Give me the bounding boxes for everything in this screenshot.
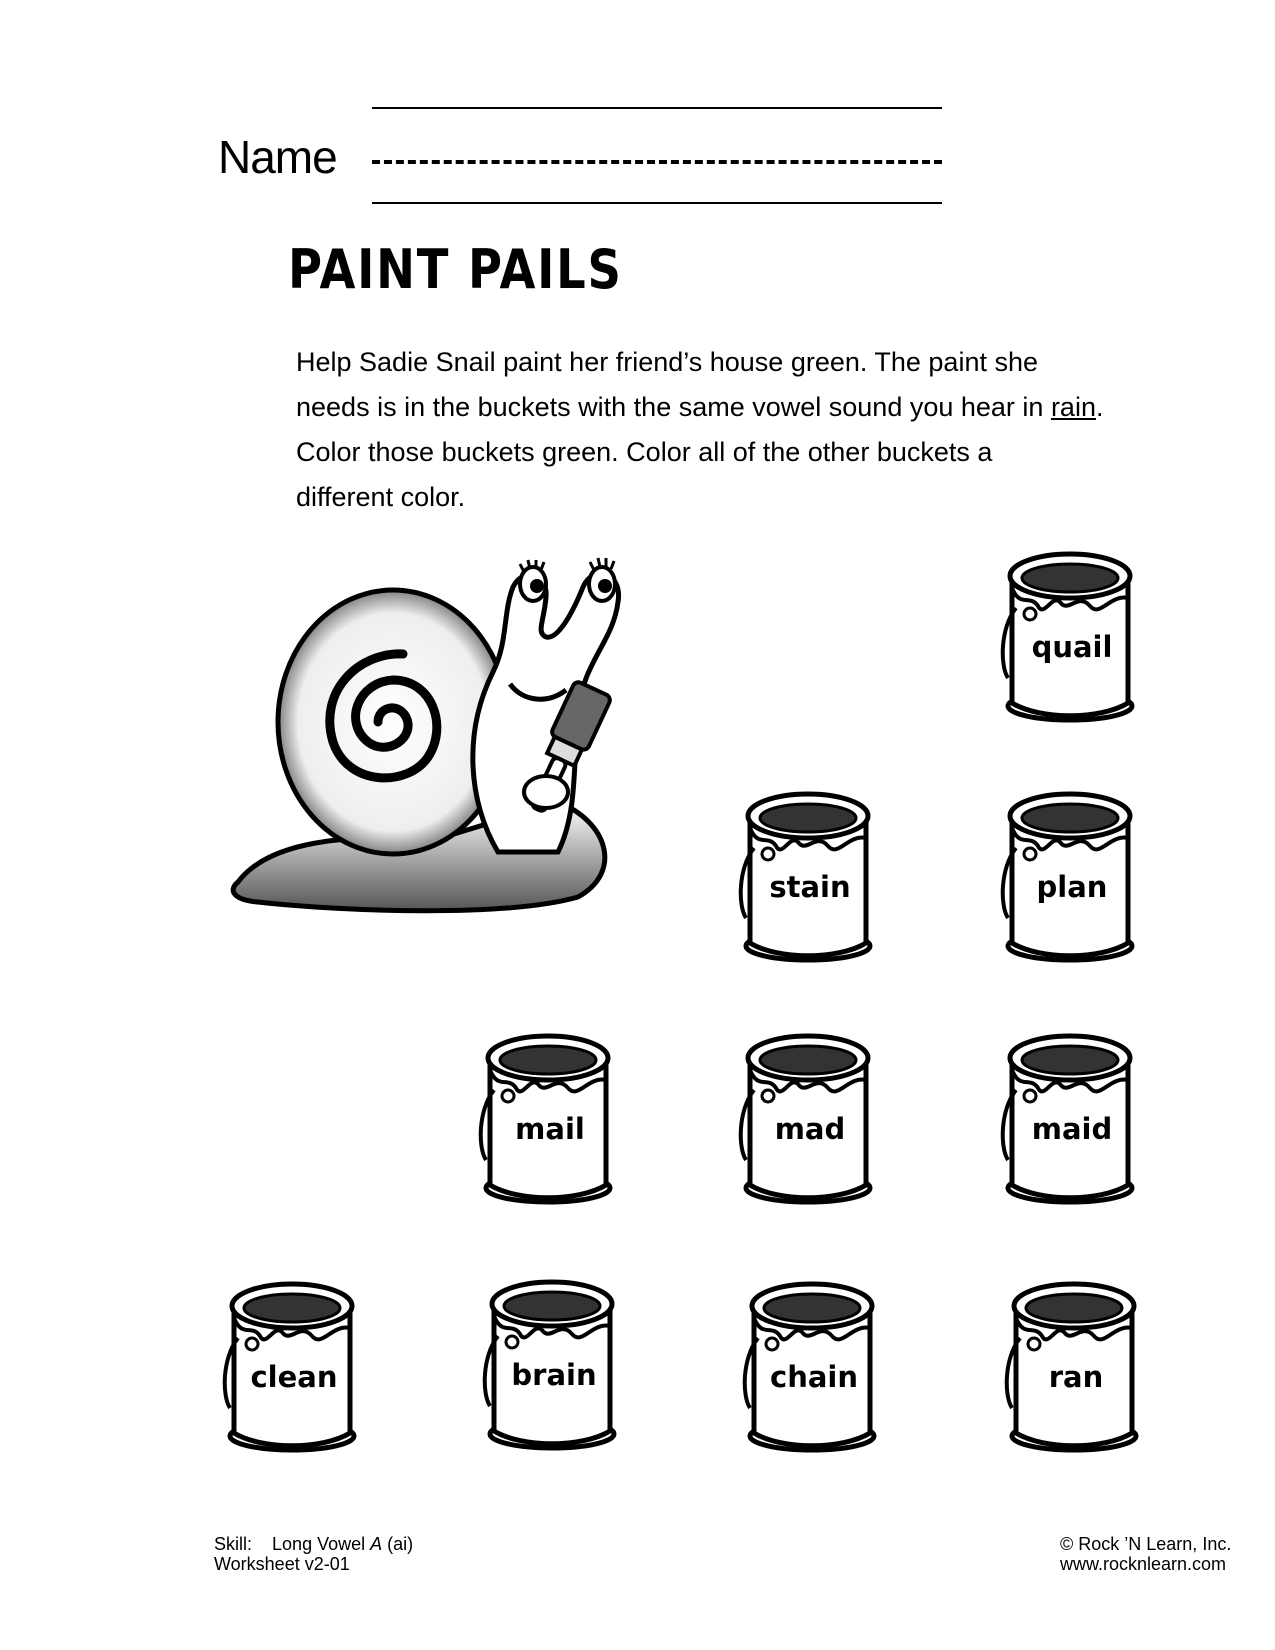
pail-word: mail xyxy=(515,1112,585,1146)
skill-line xyxy=(214,1534,413,1554)
skill-text: Long Vowel xyxy=(272,1534,371,1554)
paint-pail[interactable] xyxy=(1004,1278,1144,1453)
pail-word: ran xyxy=(1048,1360,1104,1394)
paint-pail[interactable] xyxy=(222,1278,362,1453)
paint-pail[interactable] xyxy=(742,1278,882,1453)
paint-pail[interactable] xyxy=(738,1030,878,1205)
name-dashed-line[interactable] xyxy=(372,160,942,164)
skill-label: Skill: xyxy=(214,1534,253,1554)
instructions-line-3: Color those buckets green. Color all of the other buckets a xyxy=(296,437,993,467)
skill-suffix: (ai) xyxy=(382,1534,414,1554)
pail-word: quail xyxy=(1031,630,1113,664)
pail-word: plan xyxy=(1036,870,1108,904)
pail-word: brain xyxy=(511,1358,597,1392)
paint-pail[interactable] xyxy=(738,788,878,963)
paint-pail[interactable] xyxy=(1000,1030,1140,1205)
pail-word: chain xyxy=(770,1360,858,1394)
skill-letter: A xyxy=(370,1534,383,1554)
footer-publisher xyxy=(1060,1534,1231,1574)
instructions-line-2 xyxy=(296,385,1156,430)
copyright: © Rock ’N Learn, Inc. xyxy=(1060,1534,1232,1554)
name-bottom-line xyxy=(372,202,942,204)
pail-word: maid xyxy=(1031,1112,1113,1146)
pail-word: clean xyxy=(250,1360,338,1394)
pail-word: stain xyxy=(769,870,851,904)
paint-pail[interactable] xyxy=(482,1276,622,1451)
footer-skill xyxy=(214,1534,413,1574)
snail-illustration xyxy=(228,552,668,952)
instructions-line-1: Help Sadie Snail paint her friend’s house green. The paint she xyxy=(296,347,1038,377)
name-top-line xyxy=(372,107,942,109)
name-label: Name xyxy=(218,131,337,183)
instructions-line-4: different color. xyxy=(296,482,466,512)
pail-word: mad xyxy=(774,1112,846,1146)
website-link[interactable]: www.rocknlearn.com xyxy=(1060,1554,1227,1574)
worksheet-id: Worksheet v2-01 xyxy=(214,1554,350,1574)
paint-pail[interactable] xyxy=(1000,548,1140,723)
worksheet-title: PAINT PAILS xyxy=(288,238,623,301)
paint-pail[interactable] xyxy=(478,1030,618,1205)
paint-pail[interactable] xyxy=(1000,788,1140,963)
instructions-line-2-text: needs is in the buckets with the same vowel sound you hear in xyxy=(296,392,1051,422)
instructions-line-2-end: . xyxy=(1095,392,1104,422)
instructions xyxy=(296,340,1156,520)
keyword-rain: rain xyxy=(1050,392,1096,422)
